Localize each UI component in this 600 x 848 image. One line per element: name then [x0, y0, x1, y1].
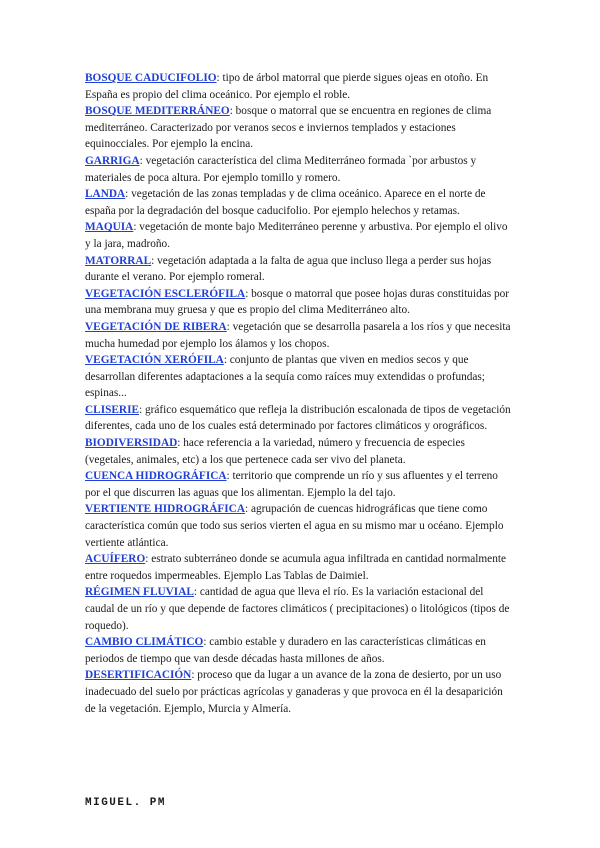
definition-text: : hace referencia a la variedad, número y frecuencia de especies (vegetales, animales, etc) a los que pertenece cada ser vivo del planeta. [85, 437, 465, 466]
term-link[interactable]: MATORRAL [85, 254, 152, 267]
definition-text: : agrupación de cuencas hidrográficas que tiene como característica común que todo sus serios vierten el agua en su mismo mar u océano. Ejemplo vertiente atlántica. [85, 503, 504, 549]
definition-text: : cambio estable y duradero en las características climáticas en periodos de tiempo que van desde décadas hasta millones de años. [85, 636, 486, 665]
term-link[interactable]: BOSQUE MEDITERRÁNEO [85, 105, 230, 118]
glossary-entry-bosque-caducifolio [85, 70, 515, 103]
term-link[interactable]: RÉGIMEN FLUVIAL [85, 586, 194, 599]
term-link[interactable]: VEGETACIÓN DE RIBERA [85, 320, 227, 333]
glossary-entry-desertificacion [85, 667, 515, 717]
term-link[interactable]: VEGETACIÓN XERÓFILA [85, 354, 224, 367]
term-link[interactable]: CUENCA HIDROGRÁFICA [85, 470, 227, 483]
definition-text: : territorio que comprende un río y sus afluentes y el terreno por el que discurren las aguas que los alimentan. Ejemplo la del tajo. [85, 470, 498, 499]
definition-text: : cantidad de agua que lleva el río. Es la variación estacional del caudal de un río y que depende de factores climáticos ( precipitaciones) o litológicos (tipos de roquedo). [85, 586, 510, 632]
glossary-entry-vegetacion-de-ribera [85, 319, 515, 352]
definition-text: : gráfico esquemático que refleja la distribución escalonada de tipos de vegetación diferentes, cada uno de los cuales está determinado por factores climáticos y orográficos. [85, 403, 511, 433]
glossary-entry-cuenca-hidrografica [85, 468, 515, 501]
definition-text: : vegetación que se desarrolla pasarela a los ríos y que necesita mucha humedad por ejemplo los álamos y los chopos. [85, 320, 511, 350]
term-link[interactable]: LANDA [85, 188, 126, 201]
term-link[interactable]: CAMBIO CLIMÁTICO [85, 636, 204, 649]
term-link[interactable]: DESERTIFICACIÓN [85, 669, 192, 682]
term-link[interactable]: MAQUIA [85, 221, 134, 234]
definition-text: : estrato subterráneo donde se acumula agua infiltrada en cantidad normalmente entre roquedos impermeables. Ejemplo Las Tablas de Daimiel. [85, 553, 506, 582]
glossary-entry-regimen-fluvial [85, 584, 515, 634]
glossary-entry-landa [85, 186, 515, 219]
term-link[interactable]: BOSQUE CADUCIFOLIO [85, 72, 217, 84]
definition-text: : vegetación de las zonas templadas y de clima oceánico. Aparece en el norte de españa por la degradación del bosque caducifolio. Por ejemplo helechos y retamas. [85, 188, 486, 217]
glossary-entry-matorral [85, 253, 515, 286]
footer-author: MIGUEL. PM [85, 797, 167, 809]
glossary-entry-vegetacion-xerofila [85, 352, 515, 402]
definition-text: : bosque o matorral que se encuentra en regiones de clima mediterráneo. Caracterizado por veranos secos e inviernos templados y estaciones equinocciales. Por ejemplo la encina. [85, 105, 492, 151]
definition-text: : bosque o matorral que posee hojas duras constituidas por una membrana muy gruesa y que es propio del clima Mediterráneo alto. [85, 287, 510, 317]
term-link[interactable]: CLISERIE [85, 403, 139, 416]
glossary-entry-garriga [85, 153, 515, 186]
term-link[interactable]: VEGETACIÓN ESCLERÓFILA [85, 287, 246, 300]
definition-text: : vegetación de monte bajo Mediterráneo perenne y arbustiva. Por ejemplo el olivo y la jara, madroño. [85, 221, 508, 250]
glossary-entry-acuifero [85, 551, 515, 584]
term-link[interactable]: ACUÍFERO [85, 553, 146, 566]
definition-text: : tipo de árbol matorral que pierde sigues ojeas en otoño. En España es propio del clima oceánico. Por ejemplo el roble. [85, 72, 489, 101]
glossary-entry-bosque-mediterraneo [85, 103, 515, 153]
definition-text: : conjunto de plantas que viven en medios secos y que desarrollan diferentes adaptaciones a la sequía como raíces muy extendidas o profundas; espinas... [85, 354, 485, 400]
glossary-entry-cliserie [85, 402, 515, 435]
glossary-entry-biodiversidad [85, 435, 515, 468]
definition-text: : vegetación adaptada a la falta de agua que incluso llega a perder sus hojas durante el verano. Por ejemplo romeral. [85, 254, 492, 284]
glossary-entry-cambio-climatico [85, 634, 515, 667]
definition-text: : vegetación característica del clima Mediterráneo formada `por arbustos y materiales de poca altura. Por ejemplo tomillo y romero. [85, 154, 477, 184]
glossary-entry-vertiente-hidrografica [85, 501, 515, 551]
term-link[interactable]: VERTIENTE HIDROGRÁFICA [85, 503, 245, 516]
definition-text: : proceso que da lugar a un avance de la zona de desierto, por un uso inadecuado del suelo por prácticas agrícolas y ganaderas y que provoca en él la desaparición de la vegetación. Ejemplo, Murcia y Almería. [85, 669, 503, 715]
term-link[interactable]: GARRIGA [85, 154, 140, 167]
glossary-entry-vegetacion-esclerofila [85, 286, 515, 319]
glossary-entry-maquia [85, 219, 515, 252]
term-link[interactable]: BIODIVERSIDAD [85, 437, 178, 450]
glossary-list [85, 70, 515, 717]
